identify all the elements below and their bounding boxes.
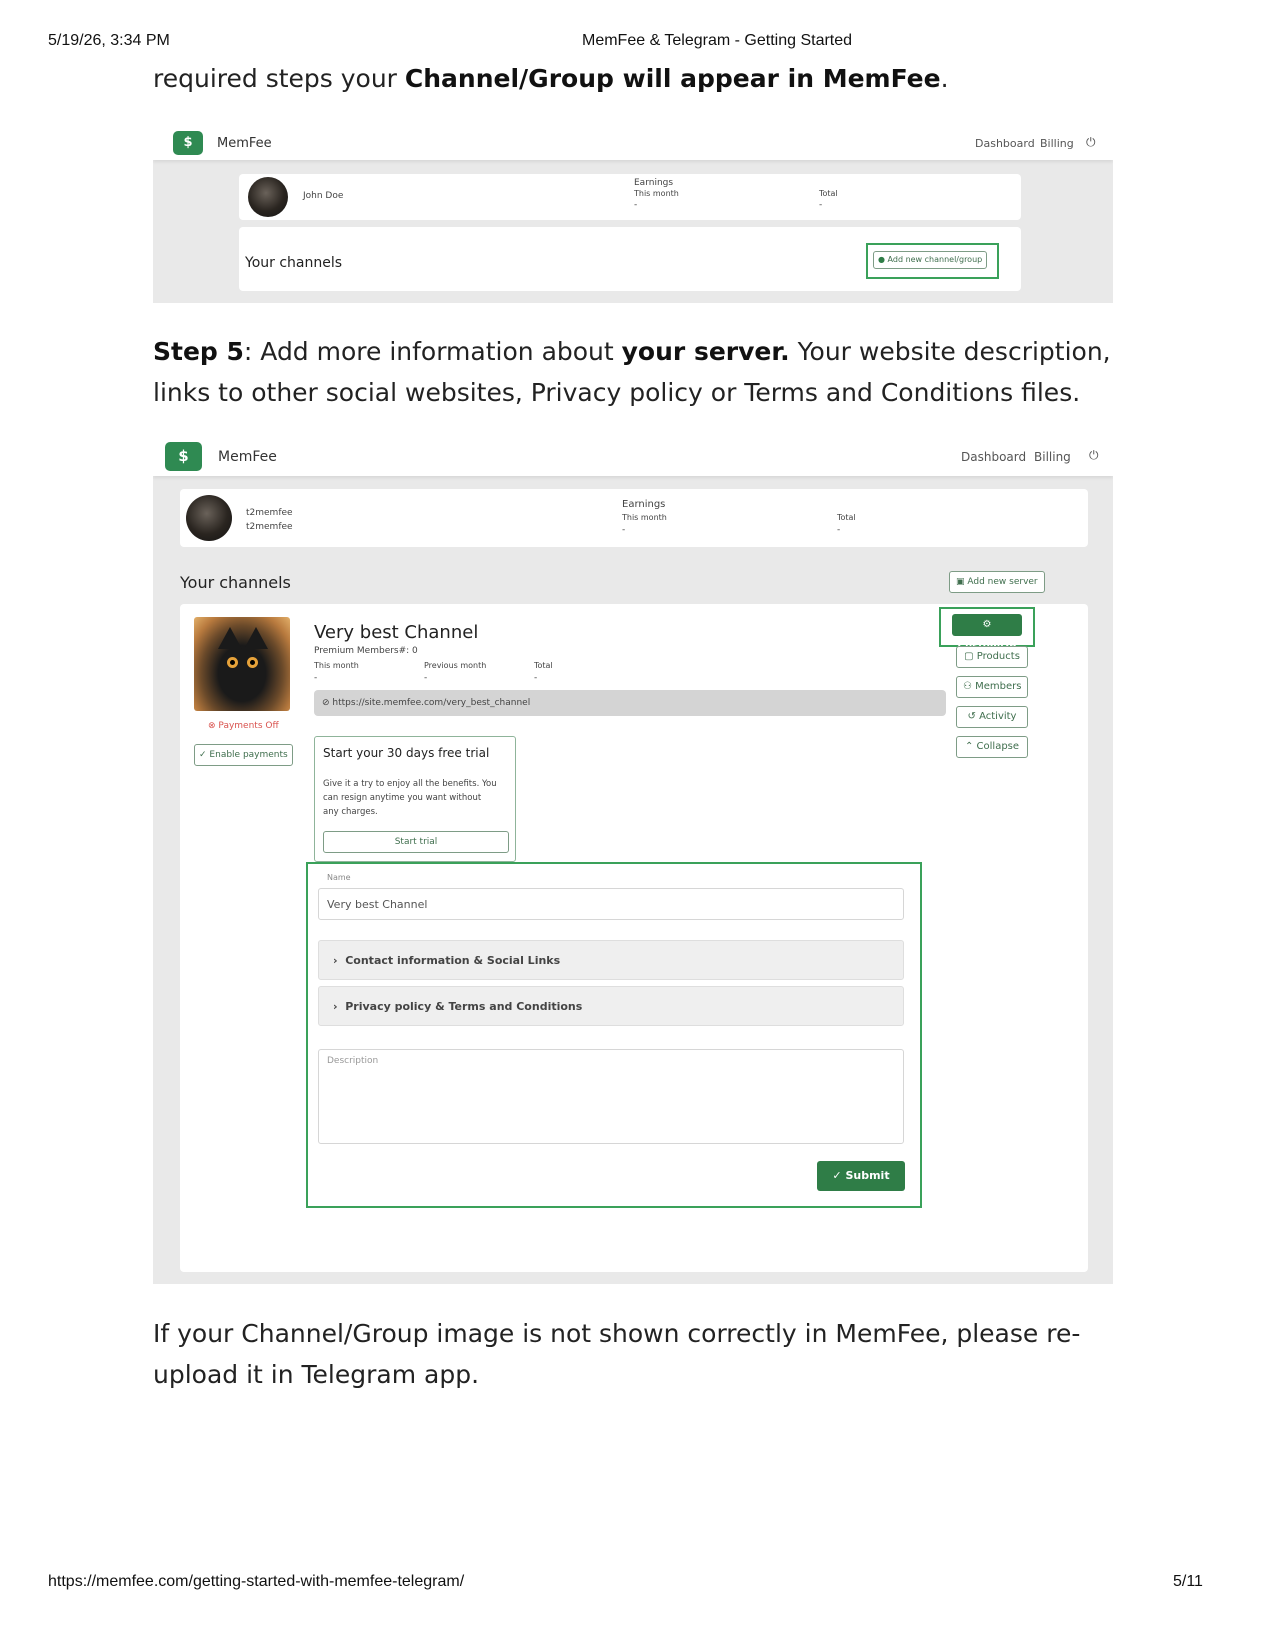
power-icon[interactable]: ⏻ [1086,135,1096,149]
intro-text: required steps your [153,64,405,93]
step5-text2: Your website description, [789,337,1111,366]
add-server-button[interactable] [949,571,1045,593]
users-icon: ⚇ [963,681,972,692]
chevron-right-icon: › [333,1000,338,1013]
screenshot-channels-list [153,127,1113,303]
collapse-button[interactable] [956,736,1028,758]
link-icon: ⊘ [322,698,330,708]
accordion-contact[interactable] [318,940,904,980]
enable-payments-label: Enable payments [209,750,288,760]
products-label: Products [976,651,1020,662]
trial-body [323,777,497,819]
box-icon: ▢ [964,651,974,662]
premium-members: Premium Members#: 0 [314,646,418,656]
avatar [186,495,232,541]
accordion-contact-label: Contact information & Social Links [345,954,561,967]
error-circle-icon: ⊗ [208,721,216,731]
print-page-number: 5/11 [1173,1573,1203,1590]
print-url: https://memfee.com/getting-started-with-memfee-telegram/ [48,1573,465,1590]
earnings-this-month-value: - [634,200,638,210]
channels-card [239,227,1021,291]
avatar [248,177,288,217]
step5-label: Step 5 [153,337,244,366]
stat-this-month-value: - [314,673,318,683]
brand-name: MemFee [218,449,277,465]
nav-dashboard[interactable]: Dashboard [975,137,1035,150]
step5-line2: links to other social websites, Privacy policy or Terms and Conditions files. [153,378,1081,407]
server-icon: ▣ [956,577,965,587]
intro-paragraph [153,58,949,99]
history-icon: ↺ [967,711,976,722]
earnings-this-month-value: - [622,525,626,535]
step5-bold: your server. [621,337,790,366]
cat-eye-right [247,657,258,668]
power-icon[interactable]: ⏻ [1089,448,1099,462]
stat-previous-month-value: - [424,673,428,683]
user-card [239,174,1021,220]
outro-line2: upload it in Telegram app. [153,1360,480,1389]
gear-icon: ⚙ [982,619,992,630]
customize-button[interactable] [952,614,1022,636]
plus-circle-icon: ● [878,255,885,264]
stat-previous-month: Previous month [424,661,487,670]
earnings-total-value: - [819,200,823,210]
outro-paragraph [153,1313,1153,1395]
outro-line1: If your Channel/Group image is not shown correctly in MemFee, please re- [153,1319,1081,1348]
your-channels-heading: Your channels [180,573,291,592]
chevron-right-icon: › [333,954,338,967]
user-name: John Doe [303,191,344,201]
earnings-total-value: - [837,525,841,535]
print-datetime: 5/19/26, 3:34 PM [48,32,170,49]
earnings-this-month: This month [634,189,679,198]
accordion-privacy-label: Privacy policy & Terms and Conditions [345,1000,583,1013]
stat-total-value: - [534,673,538,683]
activity-label: Activity [979,711,1017,722]
check-icon: ✓ [832,1169,842,1182]
trial-body-line1: Give it a try to enjoy all the benefits. You [323,779,497,789]
step5-paragraph [153,331,1153,413]
nav-billing[interactable]: Billing [1040,137,1074,150]
print-title: MemFee & Telegram - Getting Started [582,32,853,49]
members-label: Members [975,681,1022,692]
members-button[interactable] [956,676,1028,698]
earnings-label: Earnings [634,178,674,188]
memfee-logo-icon: $ [165,442,202,471]
trial-body-line2: can resign anytime you want without [323,793,482,803]
channel-image [194,617,290,711]
start-trial-button[interactable]: Start trial [323,831,509,853]
intro-period: . [940,64,949,93]
collapse-label: Collapse [976,741,1020,752]
stat-total: Total [534,661,553,670]
add-server-label: Add new server [967,577,1038,587]
enable-payments-button[interactable] [194,744,293,766]
description-textarea[interactable]: Description [318,1049,904,1144]
user-line2: t2memfee [246,522,293,532]
cat-ear-right [244,627,268,649]
earnings-label: Earnings [622,499,666,510]
activity-button[interactable] [956,706,1028,728]
submit-label: Submit [845,1169,890,1182]
add-channel-button[interactable] [873,251,987,269]
channel-name: Very best Channel [314,622,479,643]
chevron-up-icon: ⌃ [964,741,974,752]
cat-ear-left [218,627,242,649]
nav-dashboard[interactable]: Dashboard [961,450,1027,464]
user-line1: t2memfee [246,508,293,518]
screenshot-customize [153,436,1113,1284]
check-icon: ✓ [199,750,207,760]
add-channel-label: Add new channel/group [887,255,983,264]
cat-pupil [230,660,235,665]
user-card [180,489,1088,547]
products-button[interactable] [956,646,1028,668]
cat-pupil [250,660,255,665]
accordion-privacy[interactable] [318,986,904,1026]
your-channels-heading: Your channels [245,255,343,271]
name-input[interactable]: Very best Channel [318,888,904,920]
channel-url: https://site.memfee.com/very_best_channel [332,698,531,708]
earnings-total: Total [819,189,838,198]
channel-url-bar[interactable] [314,690,946,716]
earnings-total: Total [837,513,856,522]
step5-text1: : Add more information about [243,337,622,366]
trial-title: Start your 30 days free trial [323,746,490,760]
name-field-label: Name [327,873,351,882]
trial-body-line3: any charges. [323,807,378,817]
intro-bold: Channel/Group will appear in MemFee [404,64,941,93]
trial-card [314,736,516,862]
earnings-this-month: This month [622,513,667,522]
nav-billing[interactable]: Billing [1034,450,1071,464]
app-navbar [153,127,1113,160]
stat-this-month: This month [314,661,359,670]
submit-button[interactable] [817,1161,905,1191]
payments-off-status [208,721,279,731]
channel-card [180,604,1088,1272]
brand-name: MemFee [217,136,272,151]
payments-off-label: Payments Off [218,721,279,731]
cat-eye-left [227,657,238,668]
memfee-logo-icon: $ [173,131,203,155]
app-navbar [153,436,1113,476]
